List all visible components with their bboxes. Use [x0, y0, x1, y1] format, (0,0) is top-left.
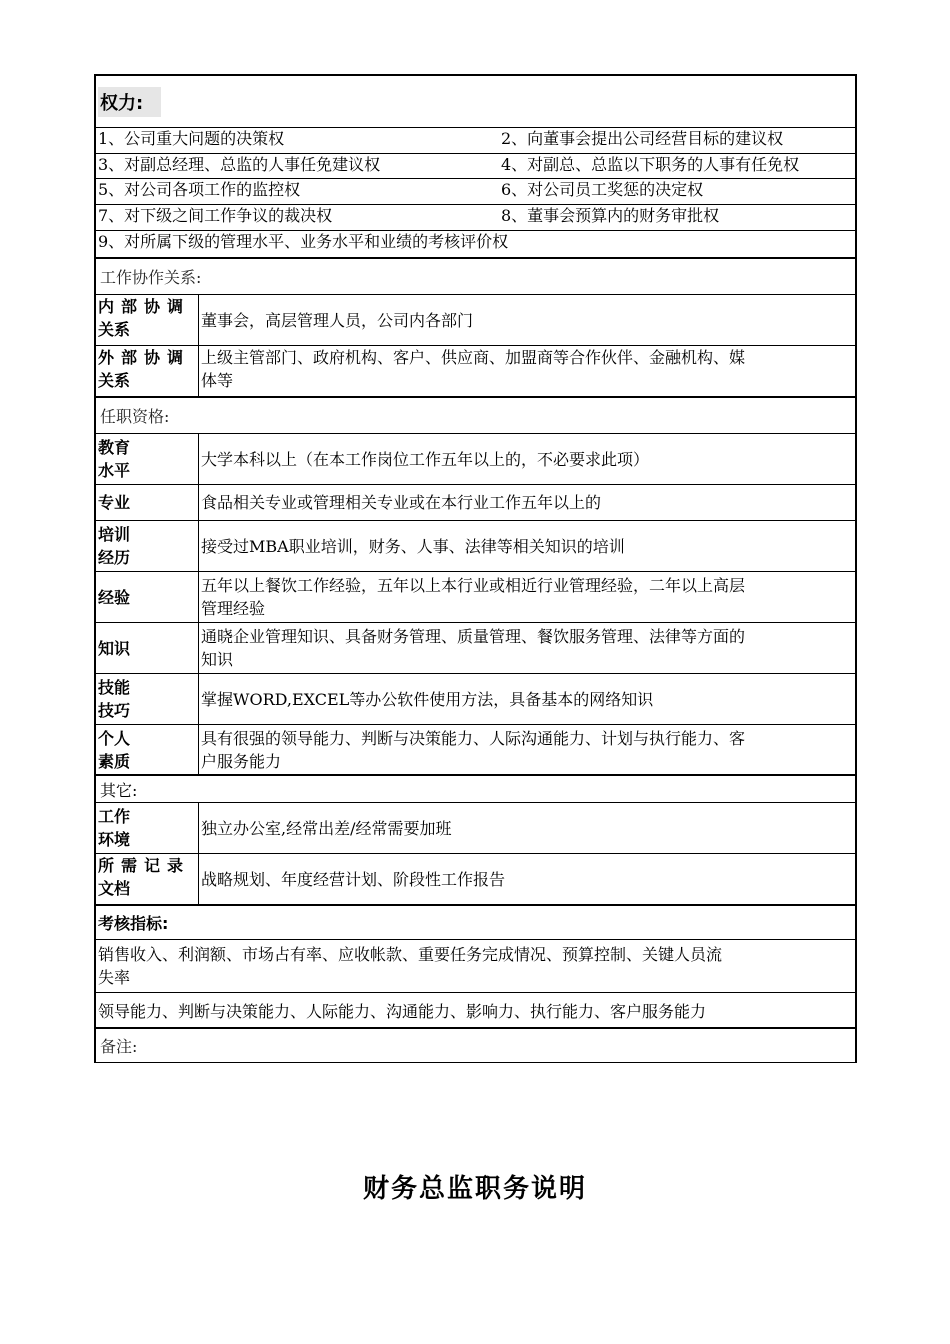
training-label — [96, 521, 199, 571]
qual-row-experience — [96, 572, 855, 623]
education-label-line2: 水平 — [98, 461, 131, 480]
education-label-line1: 教育 — [98, 438, 131, 457]
power-item-3: 3、对副总经理、总监的人事任免建议权 — [98, 155, 381, 174]
external-value-line2: 体等 — [201, 371, 234, 390]
other-heading: 其它: — [100, 780, 138, 800]
kpi-line-1b: 失率 — [98, 968, 131, 987]
training-label-line2: 经历 — [98, 548, 131, 567]
personal-value-line2: 户服务能力 — [201, 751, 282, 771]
remarks-label: 备注: — [100, 1037, 138, 1056]
powers-row-5 — [96, 231, 855, 259]
powers-heading: 权力: — [98, 87, 161, 117]
power-item-4: 4、对副总、总监以下职务的人事有任免权 — [501, 155, 800, 174]
work-environment-value: 独立办公室,经常出差/经常需要加班 — [201, 818, 452, 838]
qual-row-training — [96, 521, 855, 572]
knowledge-value-line1: 通晓企业管理知识、具备财务管理、质量管理、餐饮服务管理、法律等方面的 — [201, 627, 746, 646]
other-heading-row — [96, 776, 855, 803]
skills-label-line1: 技能 — [98, 678, 131, 697]
skills-label-line2: 技巧 — [98, 701, 131, 720]
skills-label — [96, 674, 199, 724]
records-label-line1: 所需记录 — [98, 856, 191, 875]
power-item-7: 7、对下级之间工作争议的裁决权 — [98, 206, 333, 225]
power-item-6: 6、对公司员工奖惩的决定权 — [501, 180, 704, 199]
powers-row-3 — [96, 179, 855, 205]
internal-coordination-row — [96, 295, 855, 346]
document-title: 财务总监职务说明 — [362, 1174, 587, 1204]
work-environment-label — [96, 803, 199, 853]
kpi-row-1 — [96, 940, 855, 993]
qual-row-skills — [96, 674, 855, 725]
qual-row-major — [96, 485, 855, 521]
powers-row-1 — [96, 128, 855, 154]
cooperation-heading: 工作协作关系: — [100, 268, 202, 287]
cooperation-heading-row — [96, 259, 855, 295]
skills-value: 掌握WORD,EXCEL等办公软件使用方法，具备基本的网络知识 — [201, 689, 654, 709]
external-coordination-row — [96, 346, 855, 398]
education-value: 大学本科以上（在本工作岗位工作五年以上的，不必要求此项） — [201, 449, 650, 469]
records-label — [96, 854, 199, 904]
kpi-row-2 — [96, 993, 855, 1029]
qual-row-knowledge — [96, 623, 855, 674]
external-coordination-label — [96, 346, 199, 396]
experience-value-line2: 管理经验 — [201, 599, 266, 618]
internal-label-line1: 内部协调 — [98, 297, 191, 316]
records-row — [96, 854, 855, 906]
env-label-line1: 工作 — [98, 807, 131, 826]
internal-label-line2: 关系 — [98, 320, 131, 339]
personal-label — [96, 725, 199, 774]
powers-row-2 — [96, 154, 855, 179]
kpi-heading-row — [96, 906, 855, 940]
work-environment-row — [96, 803, 855, 854]
major-value: 食品相关专业或管理相关专业或在本行业工作五年以上的 — [201, 493, 602, 512]
external-label-line2: 关系 — [98, 371, 131, 390]
qual-row-education — [96, 434, 855, 485]
knowledge-label: 知识 — [96, 623, 199, 673]
power-item-9: 9、对所属下级的管理水平、业务水平和业绩的考核评价权 — [98, 232, 509, 251]
kpi-heading: 考核指标: — [98, 914, 169, 933]
env-label-line2: 环境 — [98, 830, 131, 849]
experience-value — [199, 572, 855, 622]
personal-label-line2: 素质 — [98, 751, 131, 771]
knowledge-value-line2: 知识 — [201, 650, 234, 669]
education-label — [96, 434, 199, 484]
internal-coordination-value: 董事会，高层管理人员，公司内各部门 — [201, 310, 474, 330]
kpi-line-1a: 销售收入、利润额、市场占有率、应收帐款、重要任务完成情况、预算控制、关键人员流 — [98, 945, 723, 964]
external-label-line1: 外部协调 — [98, 348, 191, 367]
powers-header-row — [96, 76, 855, 128]
remarks-row — [96, 1029, 855, 1062]
qualification-heading-row — [96, 398, 855, 434]
records-label-line2: 文档 — [98, 879, 131, 898]
internal-coordination-label — [96, 295, 199, 345]
qual-row-personal — [96, 725, 855, 776]
experience-label: 经验 — [96, 572, 199, 622]
records-value: 战略规划、年度经营计划、阶段性工作报告 — [201, 869, 506, 889]
personal-label-line1: 个人 — [98, 728, 131, 748]
personal-value — [199, 725, 855, 774]
kpi-line-1 — [98, 943, 722, 989]
knowledge-value — [199, 623, 855, 673]
qualification-heading: 任职资格: — [100, 407, 170, 426]
external-coordination-value — [199, 346, 855, 396]
personal-value-line1: 具有很强的领导能力、判断与决策能力、人际沟通能力、计划与执行能力、客 — [201, 728, 746, 748]
power-item-5: 5、对公司各项工作的监控权 — [98, 180, 301, 199]
experience-value-line1: 五年以上餐饮工作经验，五年以上本行业或相近行业管理经验，二年以上高层 — [201, 576, 746, 595]
kpi-line-2: 领导能力、判断与决策能力、人际能力、沟通能力、影响力、执行能力、客户服务能力 — [98, 1001, 707, 1021]
power-item-1: 1、公司重大问题的决策权 — [98, 129, 285, 148]
power-item-8: 8、董事会预算内的财务审批权 — [501, 206, 720, 225]
powers-row-4 — [96, 205, 855, 231]
training-label-line1: 培训 — [98, 525, 131, 544]
power-item-2: 2、向董事会提出公司经营目标的建议权 — [501, 129, 784, 148]
external-value-line1: 上级主管部门、政府机构、客户、供应商、加盟商等合作伙伴、金融机构、媒 — [201, 348, 746, 367]
training-value: 接受过MBA职业培训，财务、人事、法律等相关知识的培训 — [201, 536, 625, 556]
job-description-table — [94, 74, 857, 1063]
major-label: 专业 — [96, 485, 199, 520]
